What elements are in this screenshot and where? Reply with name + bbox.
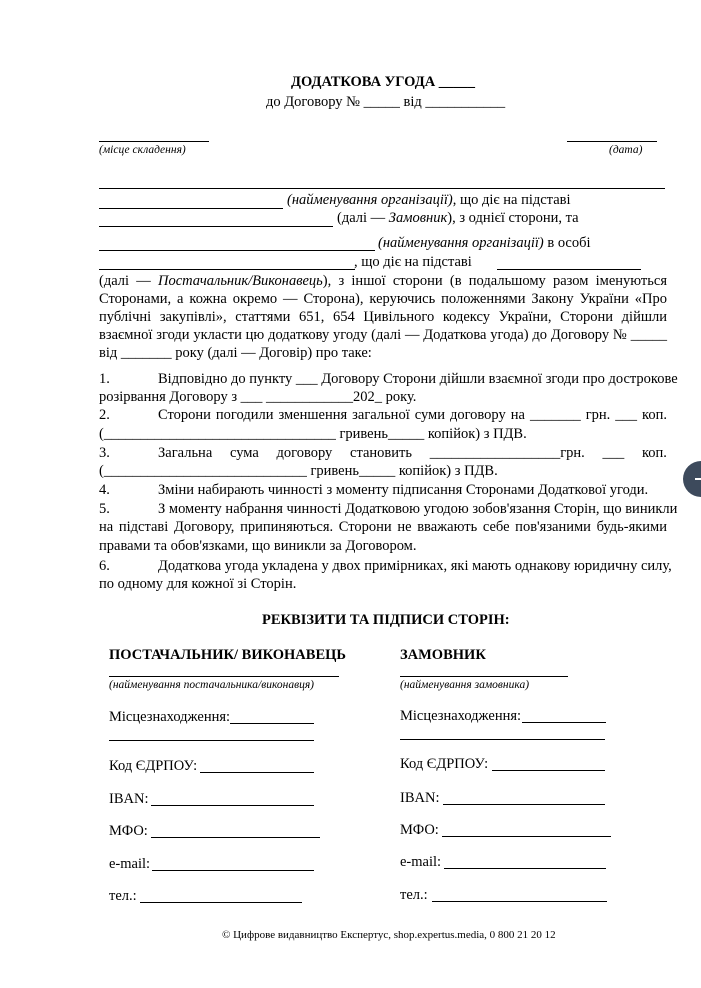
customer-word: Замовник	[388, 210, 448, 226]
line5-post: ), з іншої сторони (в подальшому разом іменуються	[322, 273, 667, 289]
item-3-number: 3.	[99, 445, 110, 461]
item-3-word: коп.	[641, 445, 667, 461]
parties-line-4: , що діє на підставі	[354, 254, 472, 270]
document-title: ДОДАТКОВА УГОДА _____	[291, 74, 476, 90]
customer-edrpou-label: Код ЄДРПОУ:	[400, 756, 489, 772]
parties-line-9: від _______ року (далі — Договір) про таке:	[99, 345, 372, 361]
org-line-2	[99, 250, 375, 251]
parties-line-6: Сторонами, а кожна окремо — Сторона), керуючись положеннями Закону України «Про	[99, 291, 667, 307]
supplier-phone-line	[140, 902, 302, 903]
parties-line-5	[99, 273, 667, 290]
parties-line-2	[337, 210, 579, 227]
supplier-email-label: e-mail:	[109, 856, 151, 872]
date-label: (дата)	[609, 144, 643, 156]
org-label-2: (найменування організації)	[378, 235, 544, 251]
parties-line-1	[287, 192, 571, 209]
date-line	[567, 141, 657, 142]
supplier-word: Постачальник/Виконавець	[157, 273, 323, 289]
parties-line-1-rest: , що діє на підставі	[452, 192, 571, 208]
customer-iban-line	[443, 804, 605, 805]
customer-phone-label: тел.:	[400, 887, 428, 903]
document-subtitle: до Договору № _____ від ___________	[266, 94, 506, 110]
customer-email-label: e-mail:	[400, 854, 442, 870]
item-3-line-a	[158, 445, 667, 462]
customer-iban-label: IBAN:	[400, 790, 440, 806]
customer-email-line	[444, 868, 606, 869]
item-6-line-a: Додаткова угода укладена у двох примірниках, які мають однакову юридичну силу,	[158, 558, 672, 574]
item-5-line-c: правами та обов'язками, що виникли за Договором.	[99, 538, 417, 554]
customer-heading: ЗАМОВНИК	[400, 647, 486, 663]
supplier-name-label: (найменування постачальника/виконавця)	[109, 679, 315, 691]
supplier-edrpou-label: Код ЄДРПОУ:	[109, 758, 198, 774]
customer-mfo-line	[442, 836, 611, 837]
supplier-iban-label: IBAN:	[109, 791, 149, 807]
item-1-line-b: розірвання Договору з ___ ____________202_ року.	[99, 389, 417, 405]
place-label: (місце складення)	[99, 144, 186, 156]
item-3-word: сума	[229, 445, 259, 461]
item-3-word: ___	[602, 445, 625, 461]
minus-icon	[695, 478, 701, 480]
customer-location-label: Місцезнаходження:	[400, 708, 522, 724]
customer-phone-line	[432, 901, 607, 902]
customer-mfo-label: МФО:	[400, 822, 439, 838]
line2-pre: (далі —	[337, 210, 389, 226]
item-4-line: Зміни набирають чинності з моменту підписання Сторонами Додаткової угоди.	[158, 482, 649, 498]
item-2-number: 2.	[99, 407, 110, 423]
requisites-title: РЕКВІЗИТИ ТА ПІДПИСИ СТОРІН:	[262, 612, 510, 628]
parties-line-3	[378, 235, 591, 252]
footer-copyright: © Цифрове видавництво Експертус, shop.expertus.media, 0 800 21 20 12	[222, 929, 556, 941]
parties-line-8: взаємної згоди укласти цю додаткову угоду (далі — Додаткова угода) до Договору № _____	[99, 327, 667, 343]
customer-location-line	[522, 722, 606, 723]
person-line	[99, 269, 355, 270]
item-3-word: договору	[276, 445, 333, 461]
place-line	[99, 141, 209, 142]
org-line-1	[99, 208, 283, 209]
parties-line-3-rest: в особі	[543, 235, 591, 251]
item-5-line-a: З моменту набрання чинності Додатковою угодою зобов'язання Сторін, що виникли	[158, 501, 678, 517]
item-2-line-a: Сторони погодили зменшення загальної суми договору на _______ грн. ___ коп.	[158, 407, 667, 423]
supplier-edrpou-line	[200, 772, 314, 773]
customer-location-line-2	[400, 739, 605, 740]
item-3-word: Загальна	[158, 445, 213, 461]
supplier-heading: ПОСТАЧАЛЬНИК/ ВИКОНАВЕЦЬ	[109, 647, 346, 663]
supplier-location-line	[230, 723, 314, 724]
side-collapse-button[interactable]	[683, 461, 701, 497]
supplier-location-line-2	[109, 740, 314, 741]
item-3-line-b: (____________________________ гривень_____ копійок) з ПДВ.	[99, 463, 498, 479]
line2-post: ), з однієї сторони, та	[447, 210, 579, 226]
basis-line-2	[497, 269, 641, 270]
item-4-number: 4.	[99, 482, 110, 498]
item-5-line-b: на підставі Договору, припиняються. Сторони не вважають себе пов'язаними будь-якими	[99, 519, 667, 535]
item-5-number: 5.	[99, 501, 110, 517]
supplier-phone-label: тел.:	[109, 888, 137, 904]
customer-name-line	[400, 676, 568, 677]
customer-name-label: (найменування замовника)	[400, 679, 530, 691]
supplier-location-label: Місцезнаходження:	[109, 709, 231, 725]
item-3-word: __________________грн.	[429, 445, 585, 461]
supplier-mfo-label: МФО:	[109, 823, 148, 839]
item-6-number: 6.	[99, 558, 110, 574]
supplier-mfo-line	[151, 837, 320, 838]
item-6-line-b: по одному для кожної зі Сторін.	[99, 576, 297, 592]
line5-pre: (далі —	[99, 273, 158, 289]
supplier-email-line	[152, 870, 314, 871]
item-2-line-b: (________________________________ гривень_____ копійок) з ПДВ.	[99, 426, 527, 442]
item-3-word: становить	[350, 445, 412, 461]
item-1-line-a: Відповідно до пункту ___ Договору Сторони дійшли взаємної згоди про дострокове	[158, 371, 678, 387]
supplier-iban-line	[151, 805, 314, 806]
basis-line-1	[99, 226, 333, 227]
org-line-full	[99, 188, 665, 189]
parties-line-7: публічні закупівлі», статтями 651, 654 Цивільного кодексу України, Сторони дійшли	[99, 309, 667, 325]
supplier-name-line	[109, 676, 339, 677]
customer-edrpou-line	[492, 770, 605, 771]
item-1-number: 1.	[99, 371, 110, 387]
org-label-1: (найменування організації)	[287, 192, 453, 208]
